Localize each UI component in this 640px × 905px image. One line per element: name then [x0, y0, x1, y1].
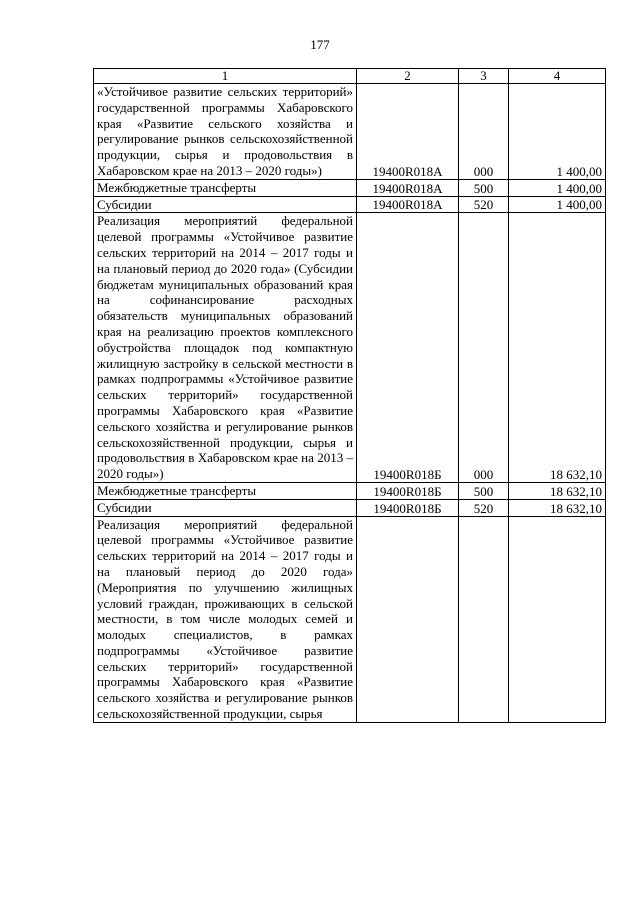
- expense-type: 520: [459, 196, 509, 213]
- column-header: 3: [459, 69, 509, 84]
- expense-name: Субсидии: [94, 196, 357, 213]
- table-row: [94, 516, 606, 722]
- amount: 18 632,10: [509, 213, 606, 483]
- table-row: [94, 179, 606, 196]
- expense-name: Субсидии: [94, 499, 357, 516]
- expense-type: 500: [459, 179, 509, 196]
- column-header: 4: [509, 69, 606, 84]
- amount: [509, 516, 606, 722]
- target-code: [357, 516, 459, 722]
- table-row: [94, 213, 606, 483]
- expense-name: Межбюджетные трансферты: [94, 179, 357, 196]
- expense-name: Реализация мероприятий федеральной целевой программы «Устойчивое развитие сельских территорий на 2014 – 2017 годы и на плановый период до 2020 года» (Мероприятия по улучшению жилищных условий граждан, проживающих в сельской местности, в том числе молодых семей и молодых специалистов, в рамках подпрограммы «Устойчивое развитие сельских территорий» государственной программы Хабаровского края «Развитие сельского хозяйства и регулирование рынков сельскохозяйственной продукции, сырья: [94, 516, 357, 722]
- target-code: 19400R018Б: [357, 482, 459, 499]
- target-code: 19400R018A: [357, 196, 459, 213]
- table-row: [94, 196, 606, 213]
- target-code: 19400R018A: [357, 84, 459, 180]
- column-header: 1: [94, 69, 357, 84]
- amount: 1 400,00: [509, 196, 606, 213]
- header-row: [94, 69, 606, 84]
- budget-table: [93, 68, 606, 723]
- table-row: [94, 482, 606, 499]
- expense-type: 500: [459, 482, 509, 499]
- target-code: 19400R018A: [357, 179, 459, 196]
- expense-type: 520: [459, 499, 509, 516]
- column-header: 2: [357, 69, 459, 84]
- table-row: [94, 499, 606, 516]
- expense-type: [459, 516, 509, 722]
- amount: 18 632,10: [509, 499, 606, 516]
- expense-type: 000: [459, 213, 509, 483]
- amount: 1 400,00: [509, 84, 606, 180]
- page-number: 177: [310, 37, 330, 52]
- target-code: 19400R018Б: [357, 213, 459, 483]
- table-row: [94, 84, 606, 180]
- expense-name: Межбюджетные трансферты: [94, 482, 357, 499]
- target-code: 19400R018Б: [357, 499, 459, 516]
- amount: 18 632,10: [509, 482, 606, 499]
- expense-name: Реализация мероприятий федеральной целевой программы «Устойчивое развитие сельских территорий на 2014 – 2017 годы и на плановый период до 2020 года» (Субсидии бюджетам муниципальных образований края на софинансирование расходных обязательств муниципальных образований края на реализацию проектов комплексного обустройства площадок под компактную жилищную застройку в сельской местности в рамках подпрограммы «Устойчивое развитие сельских территорий» государственной программы Хабаровского края «Развитие сельского хозяйства и регулирование рынков сельскохозяйственной продукции, сырья и продовольствия в Хабаровском крае на 2013 – 2020 годы»): [94, 213, 357, 483]
- expense-name: «Устойчивое развитие сельских территорий» государственной программы Хабаровского края «Развитие сельского хозяйства и регулирование рынков сельскохозяйственной продукции, сырья и продовольствия в Хабаровском крае на 2013 – 2020 годы»): [94, 84, 357, 180]
- amount: 1 400,00: [509, 179, 606, 196]
- expense-type: 000: [459, 84, 509, 180]
